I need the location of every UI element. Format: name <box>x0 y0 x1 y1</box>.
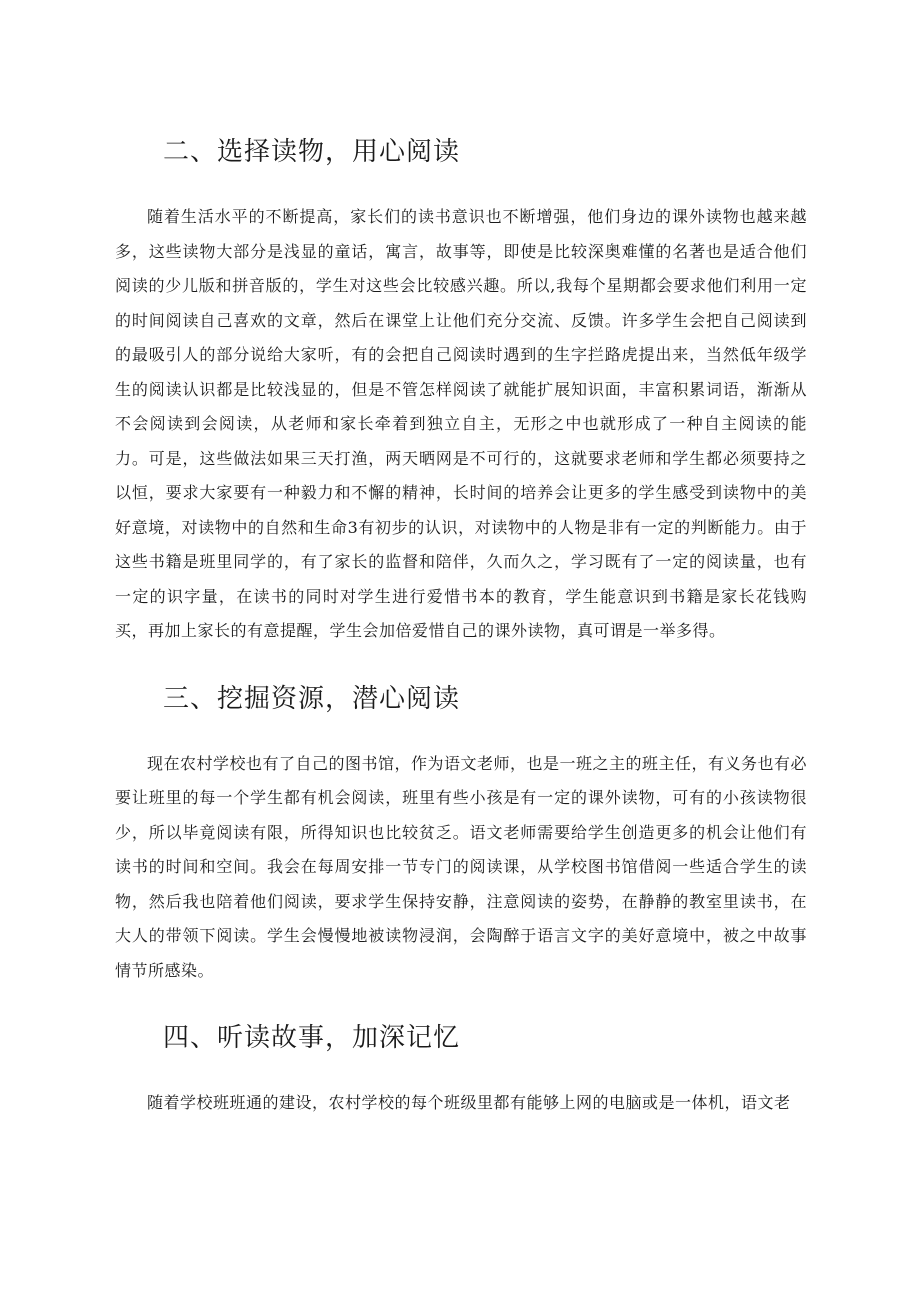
section-paragraph-4: 随着学校班班通的建设，农村学校的每个班级里都有能够上网的电脑或是一体机，语文老 <box>147 1093 791 1112</box>
section-heading-2: 二、选择读物，用心阅读 <box>163 137 461 167</box>
section-paragraph-3: 现在农村学校也有了自己的图书馆，作为语文老师，也是一班之主的班主任，有义务也有必要让班里的每一个学生都有机会阅读，班里有些小孩是有一定的课外读物，可有的小孩读物很少，所以毕竟阅读有限，所得知识也比较贫乏。语文老师需要给学生创造更多的机会让他们有读书的时间和空间。我会在每周安排一节专门的阅读课，从学校图书馆借阅一些适合学生的读物，然后我也陪着他们阅读，要求学生保持安静，注意阅读的姿势，在静静的教室里读书，在大人的带领下阅读。学生会慢慢地被读物浸润，会陶醉于语言文字的美好意境中，被之中故事情节所感染。 <box>115 753 808 980</box>
section-heading-3: 三、挖掘资源，潜心阅读 <box>163 683 461 714</box>
section-heading-4: 四、听读故事，加深记忆 <box>163 1023 461 1053</box>
section-paragraph-2: 随着生活水平的不断提高，家长们的读书意识也不断增强，他们身边的课外读物也越来越多，这些读物大部分是浅显的童话，寓言，故事等，即使是比较深奥难懂的名著也是适合他们阅读的少儿版和拼音版的，学生对这些会比较感兴趣。所以,我每个星期都会要求他们利用一定的时间阅读自己喜欢的文章，然后在课堂上让他们充分交流、反馈。许多学生会把自己阅读到的最吸引人的部分说给大家听，有的会把自己阅读时遇到的生字拦路虎提出来，当然低年级学生的阅读认识都是比较浅显的，但是不管怎样阅读了就能扩展知识面，丰富积累词语，渐渐从不会阅读到会阅读，从老师和家长牵着到独立自主，无形之中也就形成了一种自主阅读的能力。可是，这些做法如果三天打渔，两天晒网是不可行的，这就要求老师和学生都必须要持之以恒，要求大家要有一种毅力和不懈的精神，长时间的培养会让更多的学生感受到读物中的美好意境，对读物中的自然和生命3有初步的认识，对读物中的人物是非有一定的判断能力。由于这些书籍是班里同学的，有了家长的监督和陪伴，久而久之，学习既有了一定的阅读量，也有一定的识字量，在读书的同时对学生进行爱惜书本的教育，学生能意识到书籍是家长花钱购买，再加上家长的有意提醒，学生会加倍爱惜自己的课外读物，真可谓是一举多得。 <box>115 207 807 640</box>
document-body <box>115 132 807 1151</box>
